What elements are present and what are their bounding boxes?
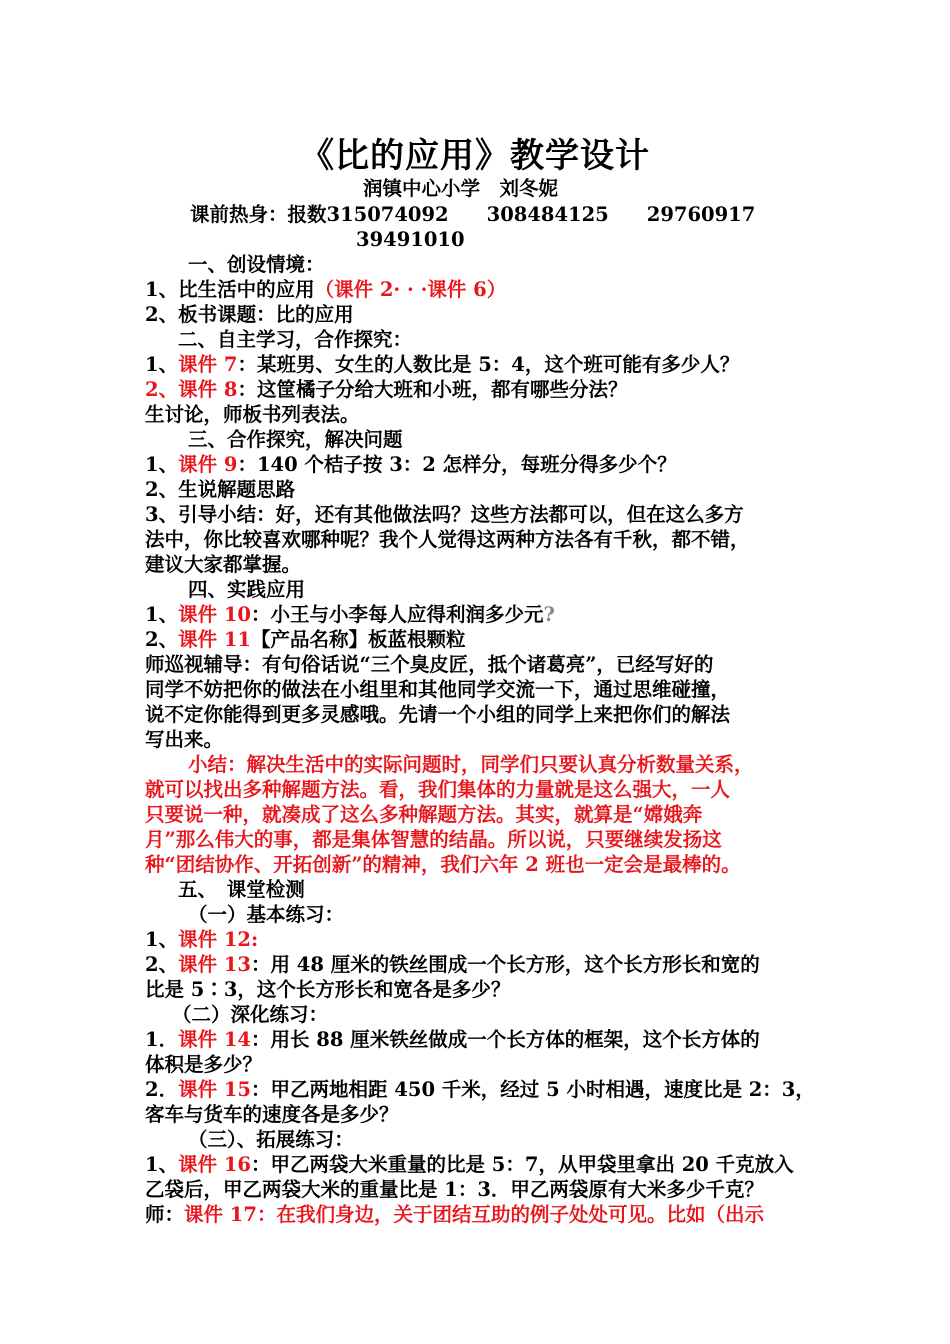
summary-line: 月”那么伟大的事，都是集体智慧的结晶。所以说，只要继续发扬这	[145, 828, 722, 851]
text-line: 建议大家都掌握。	[145, 553, 302, 576]
text-line: 1、课件 12:	[145, 928, 259, 951]
courseware-ref: 课件 16	[178, 1153, 252, 1176]
summary-line: 小结：解决生活中的实际问题时，同学们只要认真分析数量关系，	[188, 753, 754, 776]
text-line: 师巡视辅导：有句俗话说“三个臭皮匠，抵个诸葛亮”，已经写好的	[145, 653, 714, 676]
text-line: 1、课件 10：小王与小李每人应得利润多少元?	[145, 603, 555, 626]
warmup-number-line: 39491010	[356, 228, 465, 251]
courseware-ref: 课件 15	[178, 1078, 252, 1101]
subsection-heading: （三）、拓展练习：	[188, 1128, 354, 1151]
text-line: 2、课件 11【产品名称】板蓝根颗粒	[145, 628, 466, 651]
text-line: 同学不妨把你的做法在小组里和其他同学交流一下，通过思维碰撞，	[145, 678, 731, 701]
text-line: 说不定你能得到更多灵感哦。先请一个小组的同学上来把你们的解法	[145, 703, 731, 726]
text-line: 乙袋后，甲乙两袋大米的重量比是 1：3．甲乙两袋原有大米多少千克？	[145, 1178, 764, 1201]
courseware-ref: 2、课件 8	[145, 378, 238, 401]
text-line: 体积是多少？	[145, 1053, 263, 1076]
text-line: 2、课件 13：用 48 厘米的铁丝围成一个长方形，这个长方形长和宽的	[145, 953, 760, 976]
subsection-heading: （一）基本练习：	[188, 903, 345, 926]
section-heading: 一、创设情境：	[188, 253, 325, 276]
text-line: 客车与货车的速度各是多少？	[145, 1103, 399, 1126]
courseware-ref: 课件 10	[178, 603, 252, 626]
text-line: 3、引导小结：好，还有其他做法吗？这些方法都可以，但在这么多方	[145, 503, 744, 526]
warmup-label: 课前热身：报数	[190, 203, 327, 226]
warmup-number: 315074092	[326, 203, 449, 226]
author-line: 润镇中心小学 刘冬妮	[363, 177, 559, 200]
courseware-ref: 课件 9	[178, 453, 238, 476]
summary-line: 只要说一种，就凑成了这么多种解题方法。其实，就算是“嫦娥奔	[145, 803, 703, 826]
text-line: 生讨论，师板书列表法。	[145, 403, 360, 426]
document-title: 《比的应用》教学设计	[300, 136, 650, 176]
text-line: 1、比生活中的应用（课件 2· · ·课件 6）	[145, 278, 507, 301]
courseware-ref: 课件 17：在我们身边，关于团结互助的例子处处可见。比如（出示	[184, 1203, 764, 1226]
text-line: 法中，你比较喜欢哪种呢？我个人觉得这两种方法各有千秋，都不错，	[145, 528, 750, 551]
summary-line: 种“团结协作、开拓创新”的精神，我们六年 2 班也一定会是最棒的。	[145, 853, 741, 876]
text-line: 1、课件 16：甲乙两袋大米重量的比是 5：7，从甲袋里拿出 20 千克放入	[145, 1153, 794, 1176]
section-heading: 四、实践应用	[188, 578, 306, 601]
text-line: 1、课件 9：140 个桔子按 3：2 怎样分，每班分得多少个？	[145, 453, 677, 476]
section-heading: 二、自主学习，合作探究：	[178, 328, 413, 351]
warmup-number: 29760917	[646, 203, 756, 226]
text-line: 2、课件 8：这筐橘子分给大班和小班，都有哪些分法？	[145, 378, 628, 401]
text-line: 2．课件 15：甲乙两地相距 450 千米，经过 5 小时相遇，速度比是 2：3，	[145, 1078, 815, 1101]
text-line: 师：课件 17：在我们身边，关于团结互助的例子处处可见。比如（出示	[145, 1203, 764, 1226]
text-line: 写出来。	[145, 728, 224, 751]
text-line: 1、课件 7：某班男、女生的人数比是 5：4，这个班可能有多少人？	[145, 353, 740, 376]
courseware-ref: 课件 12:	[178, 928, 259, 951]
text-line: 比是 5∶3，这个长方形长和宽各是多少？	[145, 978, 511, 1001]
text-line: 1．课件 14：用长 88 厘米铁丝做成一个长方体的框架，这个长方体的	[145, 1028, 760, 1051]
courseware-ref: 课件 11	[178, 628, 252, 651]
subsection-heading: （二）深化练习：	[172, 1003, 329, 1026]
text-line: 2、板书课题：比的应用	[145, 303, 354, 326]
warmup-line	[190, 202, 755, 227]
text-line: 2、生说解题思路	[145, 478, 296, 501]
courseware-ref: 课件 14	[178, 1028, 252, 1051]
warmup-number: 308484125	[486, 203, 609, 226]
courseware-ref: 课件 7	[178, 353, 238, 376]
section-heading: 五、 课堂检测	[178, 878, 305, 901]
section-heading: 三、合作探究，解决问题	[188, 428, 403, 451]
summary-line: 就可以找出多种解题方法。看，我们集体的力量就是这么强大，一人	[145, 778, 731, 801]
courseware-ref: 课件 13	[178, 953, 252, 976]
